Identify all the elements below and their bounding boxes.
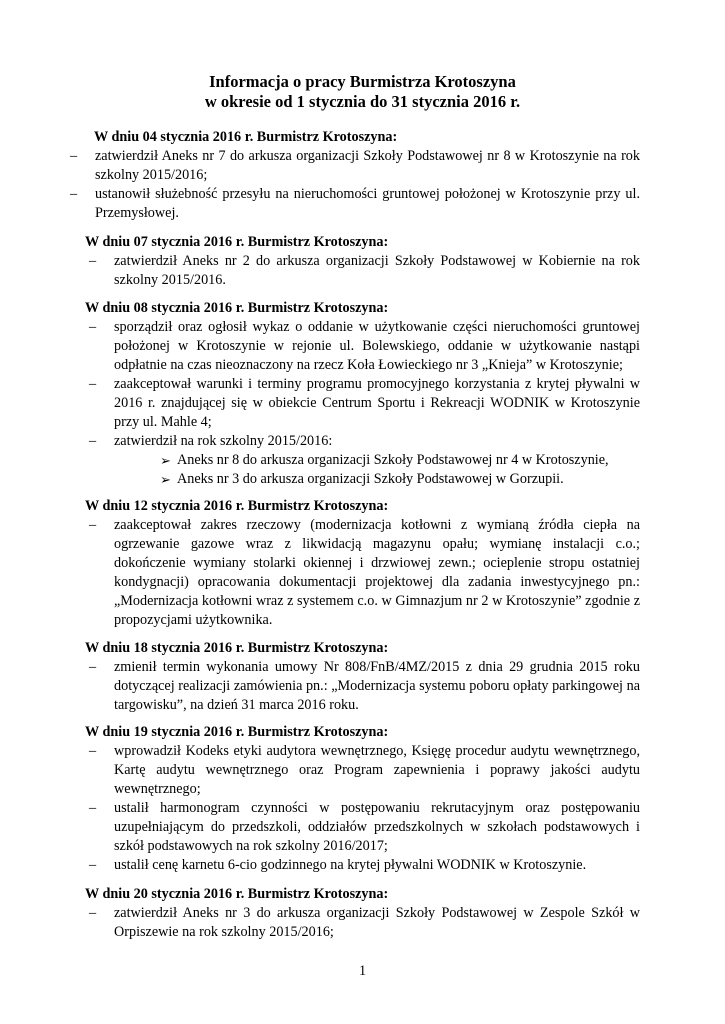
section-19-january — [85, 723, 640, 875]
section-heading: W dniu 08 stycznia 2016 r. Burmistrz Krotoszyna: — [85, 300, 389, 316]
list-item-text: ustalił harmonogram czynności w postępowaniu rekrutacyjnym oraz postępowaniu uzupełniającym do przedszkoli, oddziałów przedszkolnych w szkołach podstawowych i szkół podstawowych na rok szkolny 2016/2017; — [114, 800, 640, 854]
list-item — [66, 185, 640, 223]
list-item-text: zaakceptował warunki i terminy programu promocyjnego korzystania z krytej pływalni w 2016 r. znajdującej się w obiekcie Centrum Sportu i Rekreacji WODNIK w Krotoszynie przy ul. Mahle 4; — [114, 376, 640, 430]
list-item-text: ustanowił służebność przesyłu na nieruchomości gruntowej położonej w Krotoszynie przy ul. Przemysłowej. — [95, 186, 640, 221]
dash-bullet-icon: – — [89, 743, 97, 759]
section-heading: W dniu 12 stycznia 2016 r. Burmistrz Krotoszyna: — [85, 498, 389, 514]
list-item-text: zatwierdził Aneks nr 7 do arkusza organizacji Szkoły Podstawowej nr 8 w Krotoszynie na rok szkolny 2015/2016; — [95, 148, 640, 183]
section-07-january — [85, 233, 640, 290]
list-item — [85, 658, 640, 715]
list-item — [85, 375, 640, 432]
dash-bullet-icon: – — [89, 376, 97, 392]
section-heading: W dniu 07 stycznia 2016 r. Burmistrz Krotoszyna: — [85, 234, 389, 250]
dash-bullet-icon: – — [70, 186, 78, 202]
section-heading: W dniu 20 stycznia 2016 r. Burmistrz Krotoszyna: — [85, 886, 389, 902]
arrow-bullet-icon: ➢ — [160, 453, 171, 468]
sub-list-item — [85, 451, 640, 470]
sub-list-item-text: Aneks nr 8 do arkusza organizacji Szkoły Podstawowej nr 4 w Krotoszynie, — [177, 452, 609, 468]
list-item-text: zatwierdził Aneks nr 2 do arkusza organizacji Szkoły Podstawowej w Kobiernie na rok szkolny 2015/2016. — [114, 253, 640, 288]
page-number: 1 — [358, 963, 367, 979]
list-item-text: zmienił termin wykonania umowy Nr 808/FnB/4MZ/2015 z dnia 29 grudnia 2015 roku dotyczącej realizacji zamówienia pn.: „Modernizacja systemu poboru opłaty parkingowej na targowisku”, na dzień 31 marca 2016 roku. — [114, 659, 640, 713]
list-item — [85, 799, 640, 856]
list-item — [85, 516, 640, 630]
section-heading: W dniu 04 stycznia 2016 r. Burmistrz Krotoszyna: — [94, 129, 398, 145]
document-title: Informacja o pracy Burmistrza Krotoszyna — [209, 72, 516, 91]
list-item — [85, 856, 640, 875]
section-12-january — [85, 497, 640, 630]
list-item — [85, 318, 640, 375]
dash-bullet-icon: – — [89, 659, 97, 675]
section-20-january — [85, 885, 640, 942]
dash-bullet-icon: – — [89, 433, 97, 449]
list-item — [85, 904, 640, 942]
list-item — [85, 252, 640, 290]
list-item-text: wprowadził Kodeks etyki audytora wewnętrznego, Księgę procedur audytu wewnętrznego, Kartę audytu wewnętrznego oraz Program zapewnienia i poprawy jakości audytu wewnętrznego; — [114, 743, 640, 797]
sub-list-item — [85, 470, 640, 489]
dash-bullet-icon: – — [89, 517, 97, 533]
section-heading: W dniu 19 stycznia 2016 r. Burmistrz Krotoszyna: — [85, 724, 389, 740]
section-heading: W dniu 18 stycznia 2016 r. Burmistrz Krotoszyna: — [85, 640, 389, 656]
list-item-text: zatwierdził na rok szkolny 2015/2016: — [114, 433, 333, 449]
list-item — [66, 147, 640, 185]
list-item-text: ustalił cenę karnetu 6-cio godzinnego na krytej pływalni WODNIK w Krotoszynie. — [114, 857, 587, 873]
list-item-text: zatwierdził Aneks nr 3 do arkusza organizacji Szkoły Podstawowej w Zespole Szkół w Orpiszewie na rok szkolny 2015/2016; — [114, 905, 640, 940]
dash-bullet-icon: – — [70, 148, 78, 164]
dash-bullet-icon: – — [89, 857, 97, 873]
arrow-bullet-icon: ➢ — [160, 472, 171, 487]
list-item — [85, 742, 640, 799]
sub-list-item-text: Aneks nr 3 do arkusza organizacji Szkoły Podstawowej w Gorzupii. — [177, 471, 564, 487]
dash-bullet-icon: – — [89, 253, 97, 269]
document-subtitle: w okresie od 1 stycznia do 31 stycznia 2016 r. — [204, 92, 521, 111]
list-item — [85, 432, 640, 451]
section-18-january — [85, 639, 640, 715]
section-08-january — [85, 299, 640, 489]
dash-bullet-icon: – — [89, 905, 97, 921]
list-item-text: sporządził oraz ogłosił wykaz o oddanie w użytkowanie części nieruchomości gruntowej położonej w Krotoszynie w rejonie ul. Bolewskiego, oddanie w użytkowanie nastąpi odpłatnie na czas nieoznaczony na rzecz Koła Łowieckiego nr 3 „Knieja” w Krotoszynie; — [114, 319, 640, 373]
dash-bullet-icon: – — [89, 800, 97, 816]
section-04-january — [70, 128, 640, 223]
list-item-text: zaakceptował zakres rzeczowy (modernizacja kotłowni z wymianą źródła ciepła na ogrzewanie gazowe wraz z likwidacją magazynu opału; wymianę instalacji c.o.; dokończenie wymiany stolarki okiennej i drzwiowej zewn.; ocieplenie stropu ostatniej kondygnacji) opracowania dokumentacji projektowej dla zadania inwestycyjnego pn.: „Modernizacja kotłowni wraz z systemem c.o. w Gimnazjum nr 2 w Krotoszynie” zgodnie z propozycjami użytkownika. — [114, 517, 640, 628]
dash-bullet-icon: – — [89, 319, 97, 335]
